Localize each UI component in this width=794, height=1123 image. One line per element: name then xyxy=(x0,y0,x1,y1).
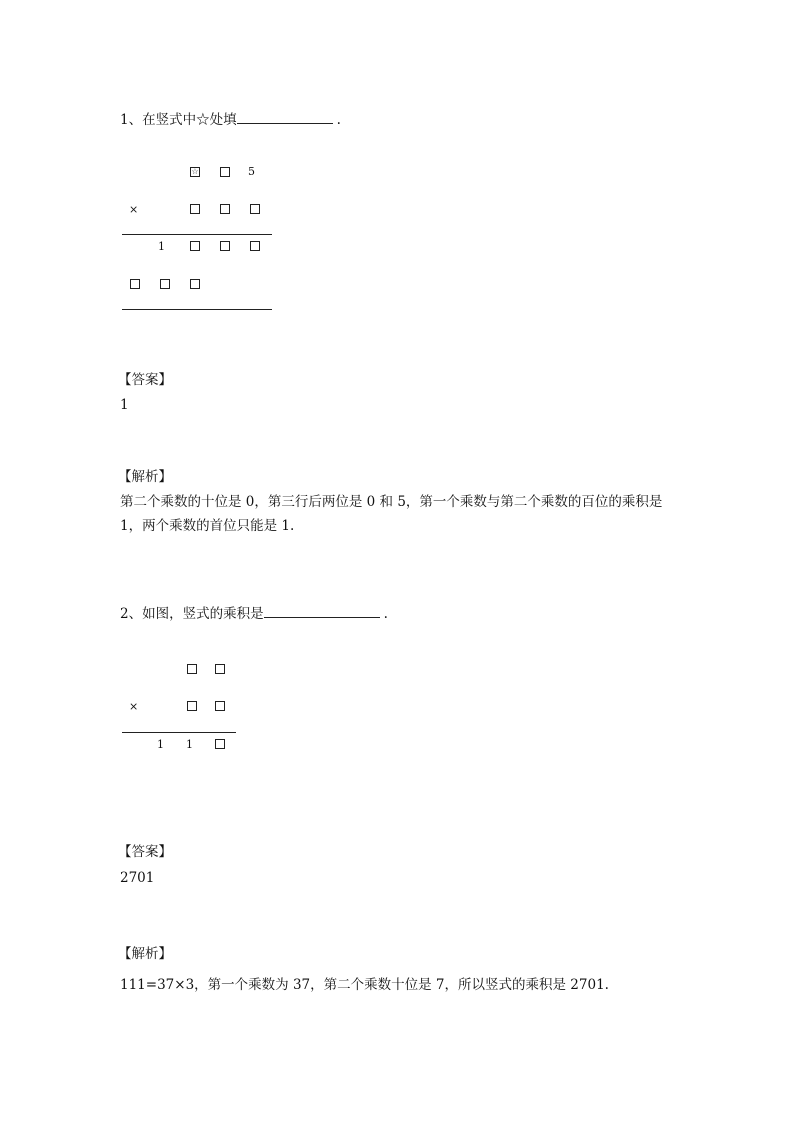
question-2-analysis-heading: 【解析】 xyxy=(118,946,172,962)
digit-five: 5 xyxy=(248,165,255,178)
digit-box xyxy=(250,241,260,251)
question-2-text: 如图，竖式的乘积是 xyxy=(142,606,264,622)
digit-box xyxy=(215,664,225,674)
digit-box xyxy=(215,739,225,749)
question-2-analysis: 111=37×3，第一个乘数为 37，第二个乘数十位是 7，所以竖式的乘积是 2701. xyxy=(120,977,609,993)
digit-one: 1 xyxy=(157,738,164,751)
question-2-answer-blank xyxy=(264,603,380,618)
product-rule xyxy=(122,309,272,310)
digit-box xyxy=(250,204,260,214)
question-1-text: 在竖式中☆处填 xyxy=(142,112,237,128)
star-icon: ☆ xyxy=(191,167,199,176)
digit-box xyxy=(187,701,197,711)
question-2-end-mark: . xyxy=(383,606,388,622)
digit-box xyxy=(130,279,140,289)
digit-box xyxy=(187,664,197,674)
question-2-number: 2 xyxy=(120,606,129,622)
question-2-prompt xyxy=(120,603,388,623)
question-1-end-mark: . xyxy=(336,112,341,128)
multiply-sign: × xyxy=(129,700,139,713)
question-1-analysis xyxy=(120,490,720,538)
question-1-analysis-heading: 【解析】 xyxy=(118,469,172,485)
multiplication-rule xyxy=(122,234,272,235)
digit-box xyxy=(220,167,230,177)
multiplication-rule xyxy=(122,732,236,733)
question-1-number: 1 xyxy=(120,112,129,128)
digit-box xyxy=(220,241,230,251)
question-1-answer-blank xyxy=(237,109,333,124)
question-1-analysis-line-2: 1，两个乘数的首位只能是 1. xyxy=(120,518,295,534)
digit-box xyxy=(160,279,170,289)
star-box xyxy=(190,167,200,177)
digit-one: 1 xyxy=(158,240,165,253)
question-1-answer: 1 xyxy=(120,397,129,413)
digit-box xyxy=(190,279,200,289)
digit-one: 1 xyxy=(186,738,193,751)
question-2-answer: 2701 xyxy=(120,870,155,886)
question-1-analysis-line-1: 第二个乘数的十位是 0，第三行后两位是 0 和 5，第一个乘数与第二个乘数的百位的乘积是 xyxy=(120,494,663,510)
digit-box xyxy=(215,701,225,711)
question-1-prompt xyxy=(120,109,341,129)
question-1-separator: 、 xyxy=(128,112,143,128)
digit-box xyxy=(220,204,230,214)
digit-box xyxy=(190,241,200,251)
digit-box xyxy=(190,204,200,214)
question-2-separator: 、 xyxy=(128,606,143,622)
question-2-answer-heading: 【答案】 xyxy=(118,844,172,860)
multiply-sign: × xyxy=(129,203,139,216)
question-1-answer-heading: 【答案】 xyxy=(118,372,172,388)
